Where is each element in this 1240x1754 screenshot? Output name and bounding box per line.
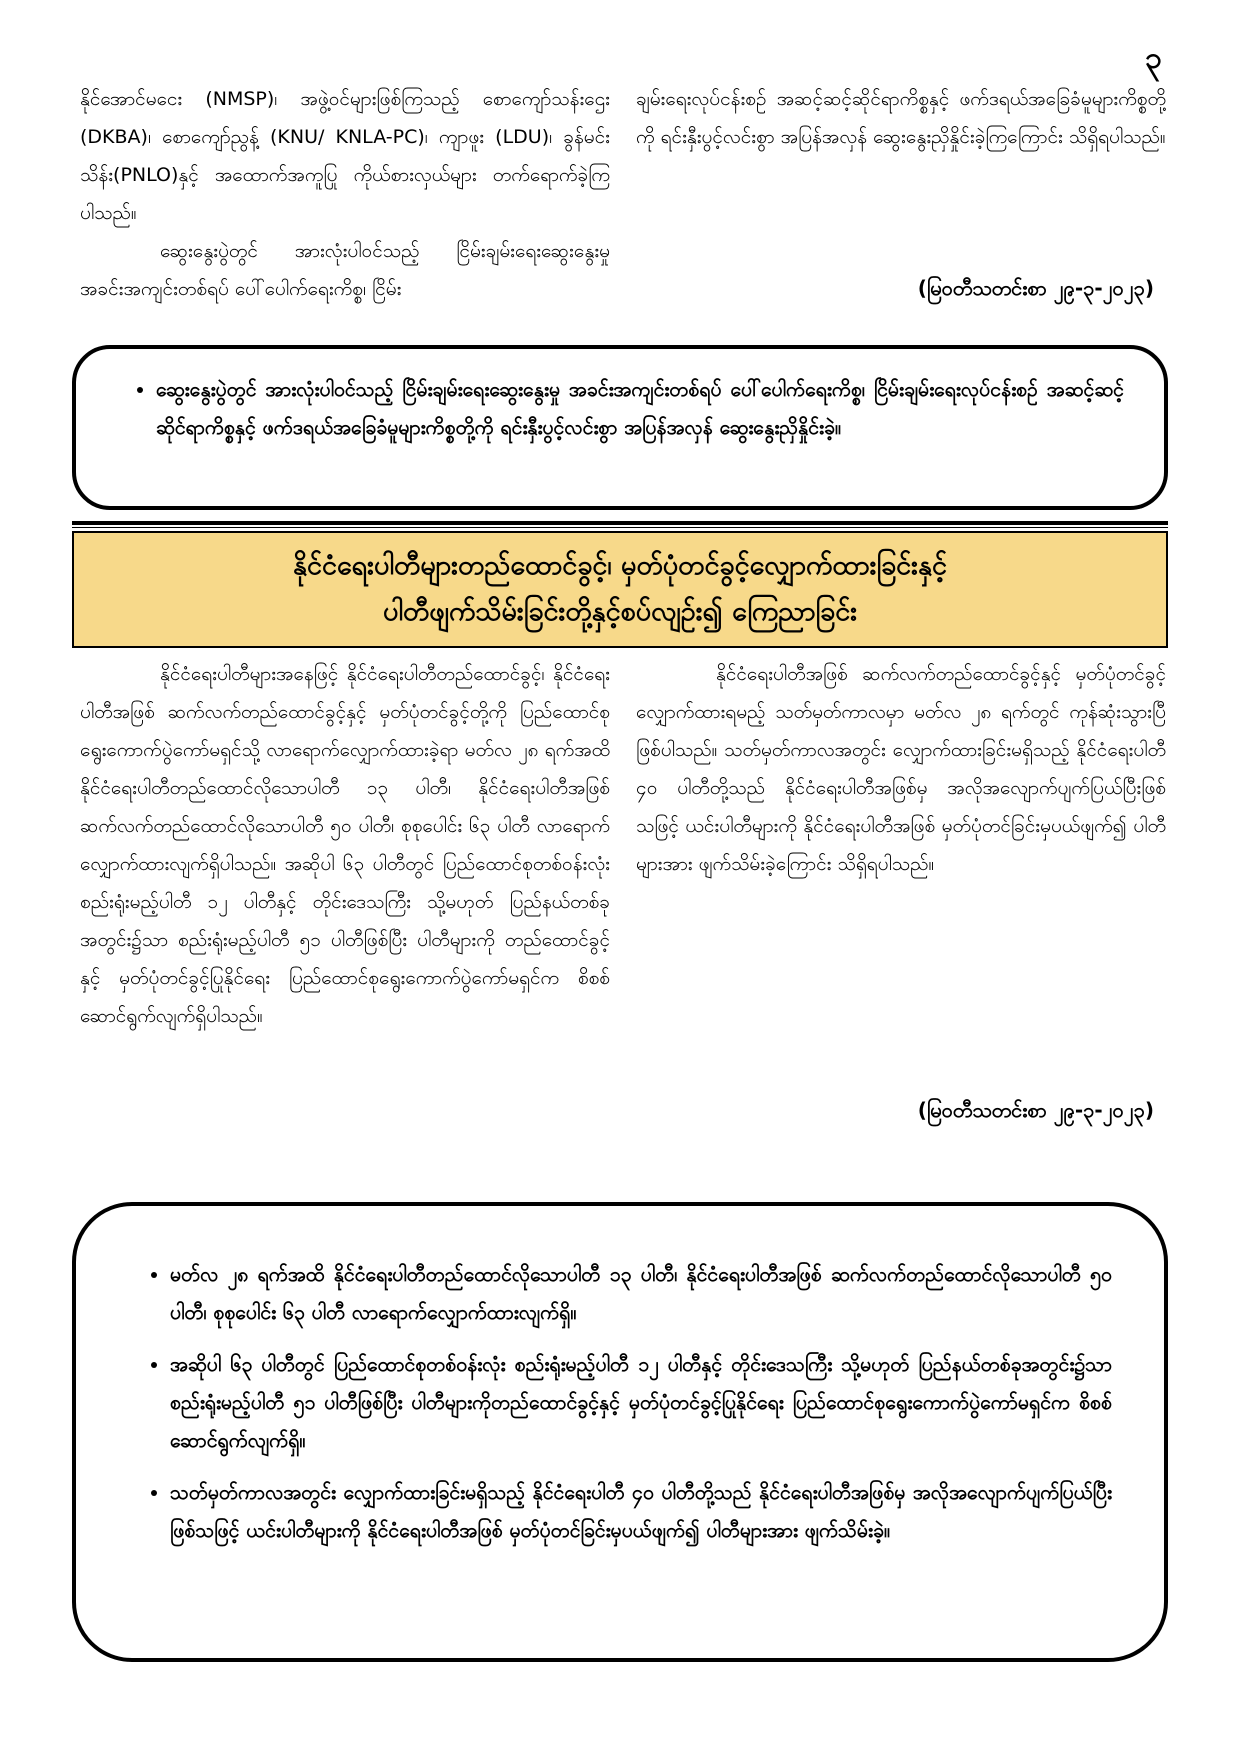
news-source: (မြဝတီသတင်းစာ ၂၉-၃-၂၀၂၃) — [917, 1098, 1154, 1122]
summary-box-1 — [72, 345, 1168, 510]
divider-thick — [72, 521, 1168, 525]
paragraph: နိုင်အောင်မငေး (NMSP)၊ အဖွဲ့ဝင်များဖြစ်ကြသည့် စောကျော်သန်းဌေး (DKBA)၊ စောကျော်ညွန့် (KNU/ KNLA-PC)၊ ကျာဖူး (LDU)၊ ခွန်မင်းသိန်း(PNLO)နှင့် အထောက်အကူပြု ကိုယ်စားလှယ်များ တက်ရောက်ခဲ့ကြပါသည်။ — [80, 88, 610, 224]
summary-bullet: • အဆိုပါ ၆၃ ပါတီတွင် ပြည်ထောင်စုတစ်ဝန်းလုံး စည်းရုံးမည့်ပါတီ ၁၂ ပါတီနှင့် တိုင်းဒေသကြီး သို့မဟုတ် ပြည်နယ်တစ်ခုအတွင်း၌သာ စည်းရုံးမည့်ပါတီ ၅၁ ပါတီဖြစ်ပြီး ပါတီများကိုတည်ထောင်ခွင့်နှင့် မှတ်ပုံတင်ခွင့်ပြုနိုင်ရေး ပြည်ထောင်စုရွေးကောက်ပွဲကော်မရှင်က စိစစ်ဆောင်ရွက်လျက်ရှိ။ — [170, 1346, 1112, 1460]
section-heading-line-1: နိုင်ငံရေးပါတီများတည်ထောင်ခွင့်၊ မှတ်ပုံတင်ခွင့်လျှောက်ထားခြင်းနှင့် — [293, 550, 947, 581]
summary-bullet: • ဆွေးနွေးပွဲတွင် အားလုံးပါဝင်သည့် ငြိမ်းချမ်းရေးဆွေးနွေးမှု အခင်းအကျင်းတစ်ရပ် ပေါ်ပေါက်ရေးကိစ္စ၊ ငြိမ်းချမ်းရေးလုပ်ငန်းစဉ် အဆင့်ဆင့်ဆိုင်ရာကိစ္စနှင့် ဖက်ဒရယ်အခြေခံမူများကိစ္စတို့ကို ရင်းနှီးပွင့်လင်းစွာ အပြန်အလှန် ဆွေးနွေးညှိနှိုင်းခဲ့။ — [156, 371, 1124, 447]
divider-thin — [72, 527, 1168, 528]
summary-bullet: • မတ်လ ၂၈ ရက်အထိ နိုင်ငံရေးပါတီတည်ထောင်လိုသောပါတီ ၁၃ ပါတီ၊ နိုင်ငံရေးပါတီအဖြစ် ဆက်လက်တည်ထောင်လိုသောပါတီ ၅၀ ပါတီ၊ စုစုပေါင်း ၆၃ ပါတီ လာရောက်လျှောက်ထားလျက်ရှိ။ — [170, 1256, 1112, 1332]
paragraph: ချမ်းရေးလုပ်ငန်းစဉ် အဆင့်ဆင့်ဆိုင်ရာကိစ္စနှင့် ဖက်ဒရယ်အခြေခံမူများကိစ္စတို့ကို ရင်းနှီးပွင့်လင်းစွာ အပြန်အလှန် ဆွေးနွေးညှိနှိုင်းခဲ့ကြကြောင်း သိရှိရပါသည်။ — [636, 88, 1166, 148]
paragraph: နိုင်ငံရေးပါတီများအနေဖြင့် နိုင်ငံရေးပါတီတည်ထောင်ခွင့်၊ နိုင်ငံရေးပါတီအဖြစ် ဆက်လက်တည်ထောင်ခွင့်နှင့် မှတ်ပုံတင်ခွင့်တို့ကို ပြည်ထောင်စုရွေးကောက်ပွဲကော်မရှင်သို့ လာရောက်လျှောက်ထားခဲ့ရာ မတ်လ ၂၈ ရက်အထိ နိုင်ငံရေးပါတီတည်ထောင်လိုသောပါတီ ၁၃ ပါတီ၊ နိုင်ငံရေးပါတီအဖြစ် ဆက်လက်တည်ထောင်လိုသောပါတီ ၅၀ ပါတီ၊ စုစုပေါင်း ၆၃ ပါတီ လာရောက်လျှောက်ထားလျက်ရှိပါသည်။ အဆိုပါ ၆၃ ပါတီတွင် ပြည်ထောင်စုတစ်ဝန်းလုံးစည်းရုံးမည့်ပါတီ ၁၂ ပါတီနှင့် တိုင်းဒေသကြီး သို့မဟုတ် ပြည်နယ်တစ်ခုအတွင်း၌သာ စည်းရုံးမည့်ပါတီ ၅၁ ပါတီဖြစ်ပြီး ပါတီများကို တည်ထောင်ခွင့်နှင့် မှတ်ပုံတင်ခွင့်ပြုနိုင်ရေး ပြည်ထောင်စုရွေးကောက်ပွဲကော်မရှင်က စိစစ်ဆောင်ရွက်လျက်ရှိပါသည်။ — [80, 663, 610, 1027]
news-source: (မြဝတီသတင်းစာ ၂၉-၃-၂၀၂၃) — [917, 276, 1154, 300]
section-heading — [72, 531, 1168, 648]
page-number: ၃ — [1145, 41, 1162, 76]
section-heading-line-2: ပါတီဖျက်သိမ်းခြင်းတို့နှင့်စပ်လျဉ်း၍ ကြေညာခြင်း — [382, 596, 858, 627]
top-left-column — [80, 80, 610, 308]
summary-bullet: • သတ်မှတ်ကာလအတွင်း လျှောက်ထားခြင်းမရှိသည့် နိုင်ငံရေးပါတီ ၄၀ ပါတီတို့သည် နိုင်ငံရေးပါတီအဖြစ်မှ အလိုအလျောက်ပျက်ပြယ်ပြီးဖြစ်သဖြင့် ယင်းပါတီများကို နိုင်ငံရေးပါတီအဖြစ် မှတ်ပုံတင်ခြင်းမှပယ်ဖျက်၍ ပါတီများအား ဖျက်သိမ်းခဲ့။ — [170, 1474, 1112, 1550]
top-right-column — [636, 80, 1166, 156]
middle-right-column — [636, 655, 1166, 883]
paragraph: ဆွေးနွေးပွဲတွင် အားလုံးပါဝင်သည့် ငြိမ်းချမ်းရေးဆွေးနွေးမှု အခင်းအကျင်းတစ်ရပ် ပေါ်ပေါက်ရေးကိစ္စ၊ ငြိမ်း — [80, 240, 610, 300]
middle-left-column — [80, 655, 610, 1035]
paragraph: နိုင်ငံရေးပါတီအဖြစ် ဆက်လက်တည်ထောင်ခွင့်နှင့် မှတ်ပုံတင်ခွင့်လျှောက်ထားရမည့် သတ်မှတ်ကာလမှာ မတ်လ ၂၈ ရက်တွင် ကုန်ဆုံးသွားပြီဖြစ်ပါသည်။ သတ်မှတ်ကာလအတွင်း လျှောက်ထားခြင်းမရှိသည့် နိုင်ငံရေးပါတီ ၄၀ ပါတီတို့သည် နိုင်ငံရေးပါတီအဖြစ်မှ အလိုအလျောက်ပျက်ပြယ်ပြီးဖြစ်သဖြင့် ယင်းပါတီများကို နိုင်ငံရေးပါတီအဖြစ် မှတ်ပုံတင်ခြင်းမှပယ်ဖျက်၍ ပါတီများအား ဖျက်သိမ်းခဲ့ကြောင်း သိရှိရပါသည်။ — [636, 663, 1166, 875]
summary-list — [130, 1256, 1112, 1550]
summary-list — [116, 371, 1124, 447]
summary-box-2 — [72, 1202, 1168, 1662]
